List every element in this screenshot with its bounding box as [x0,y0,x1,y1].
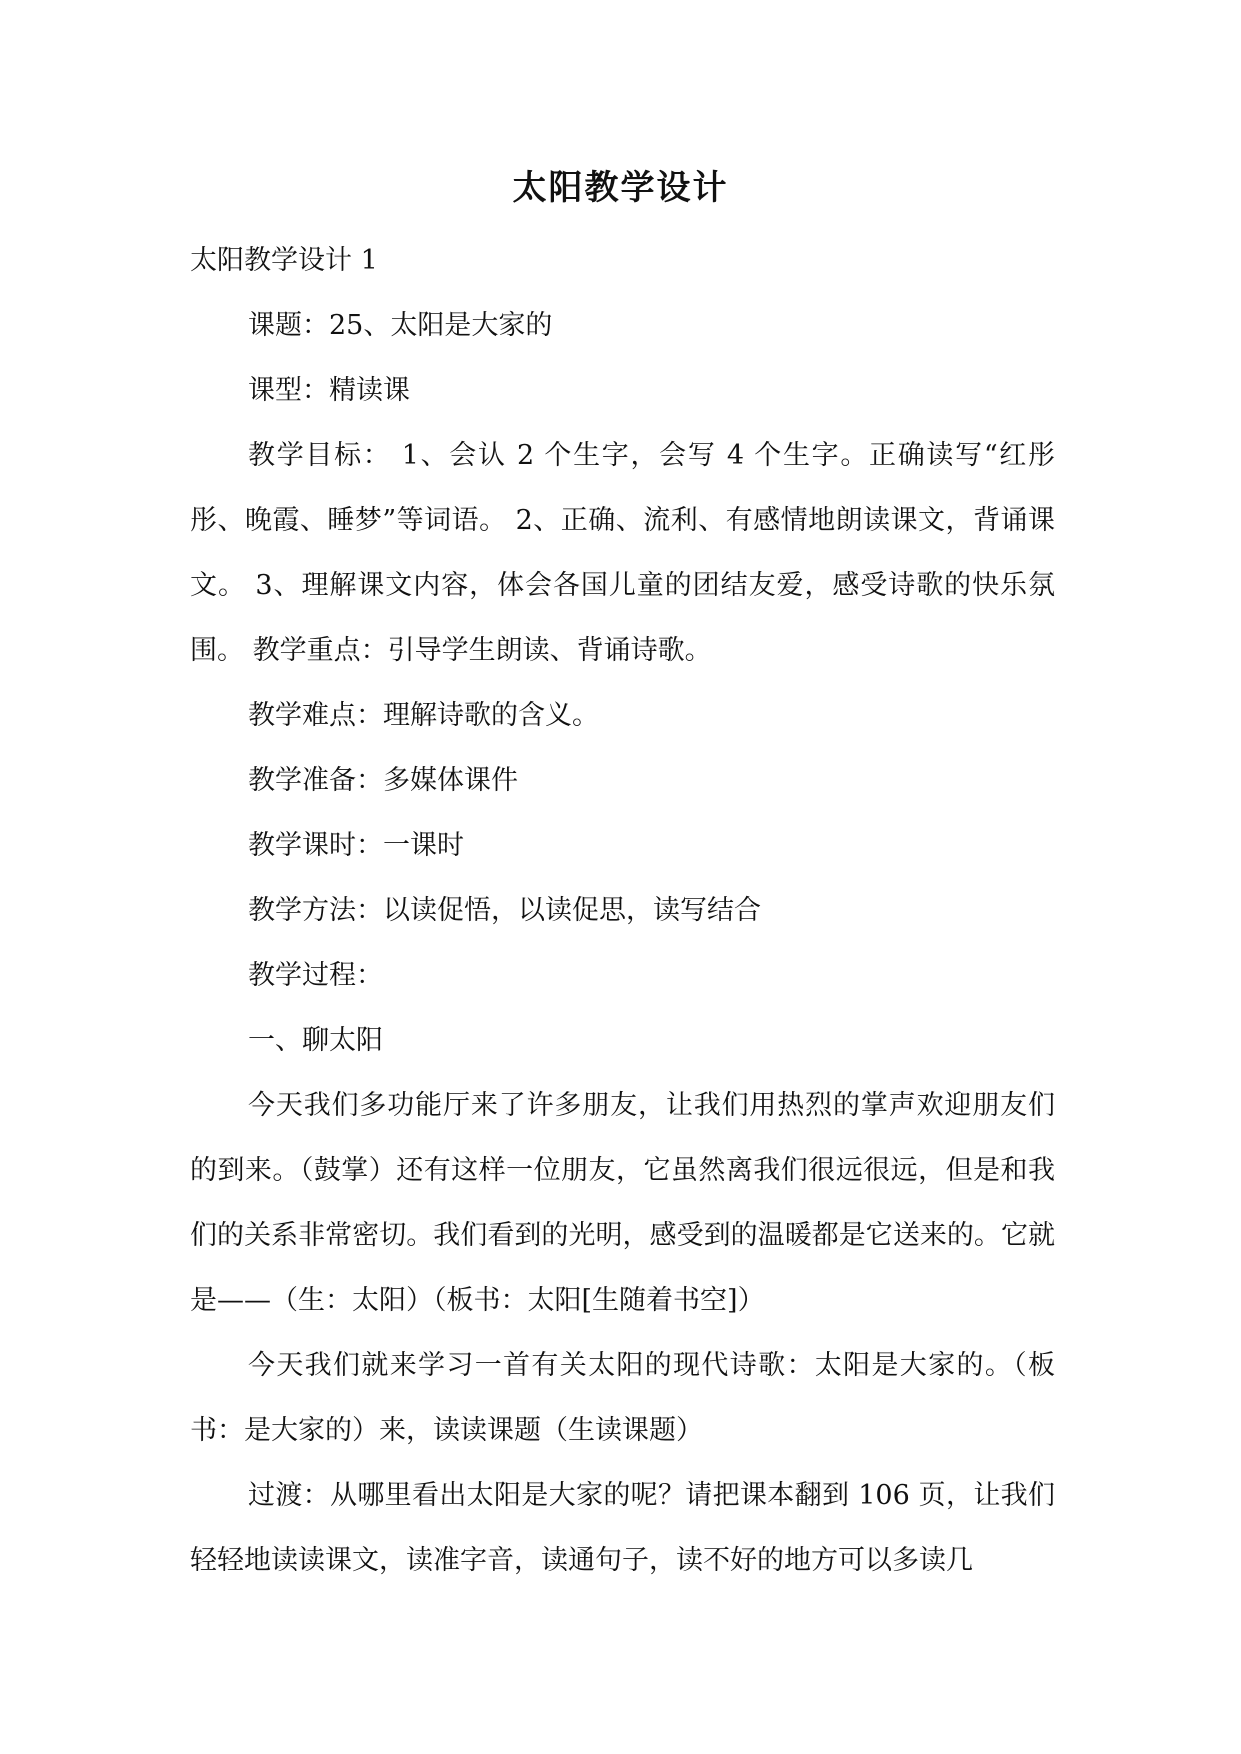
paragraph: 今天我们多功能厅来了许多朋友，让我们用热烈的掌声欢迎朋友们的到来。（鼓掌）还有这样一位朋友，它虽然离我们很远很远，但是和我们的关系非常密切。我们看到的光明，感受到的温暖都是它送来的。它就是——（生：太阳）（板书：太阳[生随着书空]） [190,1090,1055,1316]
paragraph: 教学目标： 1、会认 2 个生字，会写 4 个生字。正确读写“红彤彤、晚霞、睡梦”等词语。 2、正确、流利、有感情地朗读课文，背诵课文。 3、理解课文内容，体会各国儿童的团结友爱，感受诗歌的快乐氛围。 教学重点：引导学生朗读、背诵诗歌。 [190,440,1055,666]
document-body [190,228,1055,1593]
paragraph: 教学难点：理解诗歌的含义。 [248,700,599,731]
paragraph: 课题：25、太阳是大家的 [248,310,553,341]
paragraph: 教学课时：一课时 [248,830,464,861]
paragraph: 教学方法：以读促悟，以读促思，读写结合 [248,895,761,926]
paragraph: 一、聊太阳 [248,1025,383,1056]
paragraph: 过渡：从哪里看出太阳是大家的呢？请把课本翻到 106 页，让我们轻轻地读读课文，读准字音，读通句子，读不好的地方可以多读几 [190,1480,1055,1576]
paragraph: 太阳教学设计 1 [190,245,378,276]
paragraph: 今天我们就来学习一首有关太阳的现代诗歌：太阳是大家的。（板书：是大家的）来，读读课题（生读课题） [190,1350,1055,1446]
document-title: 太阳教学设计 [512,168,729,208]
paragraph: 课型：精读课 [248,375,410,406]
paragraph: 教学准备：多媒体课件 [248,765,518,796]
paragraph: 教学过程： [248,960,383,991]
